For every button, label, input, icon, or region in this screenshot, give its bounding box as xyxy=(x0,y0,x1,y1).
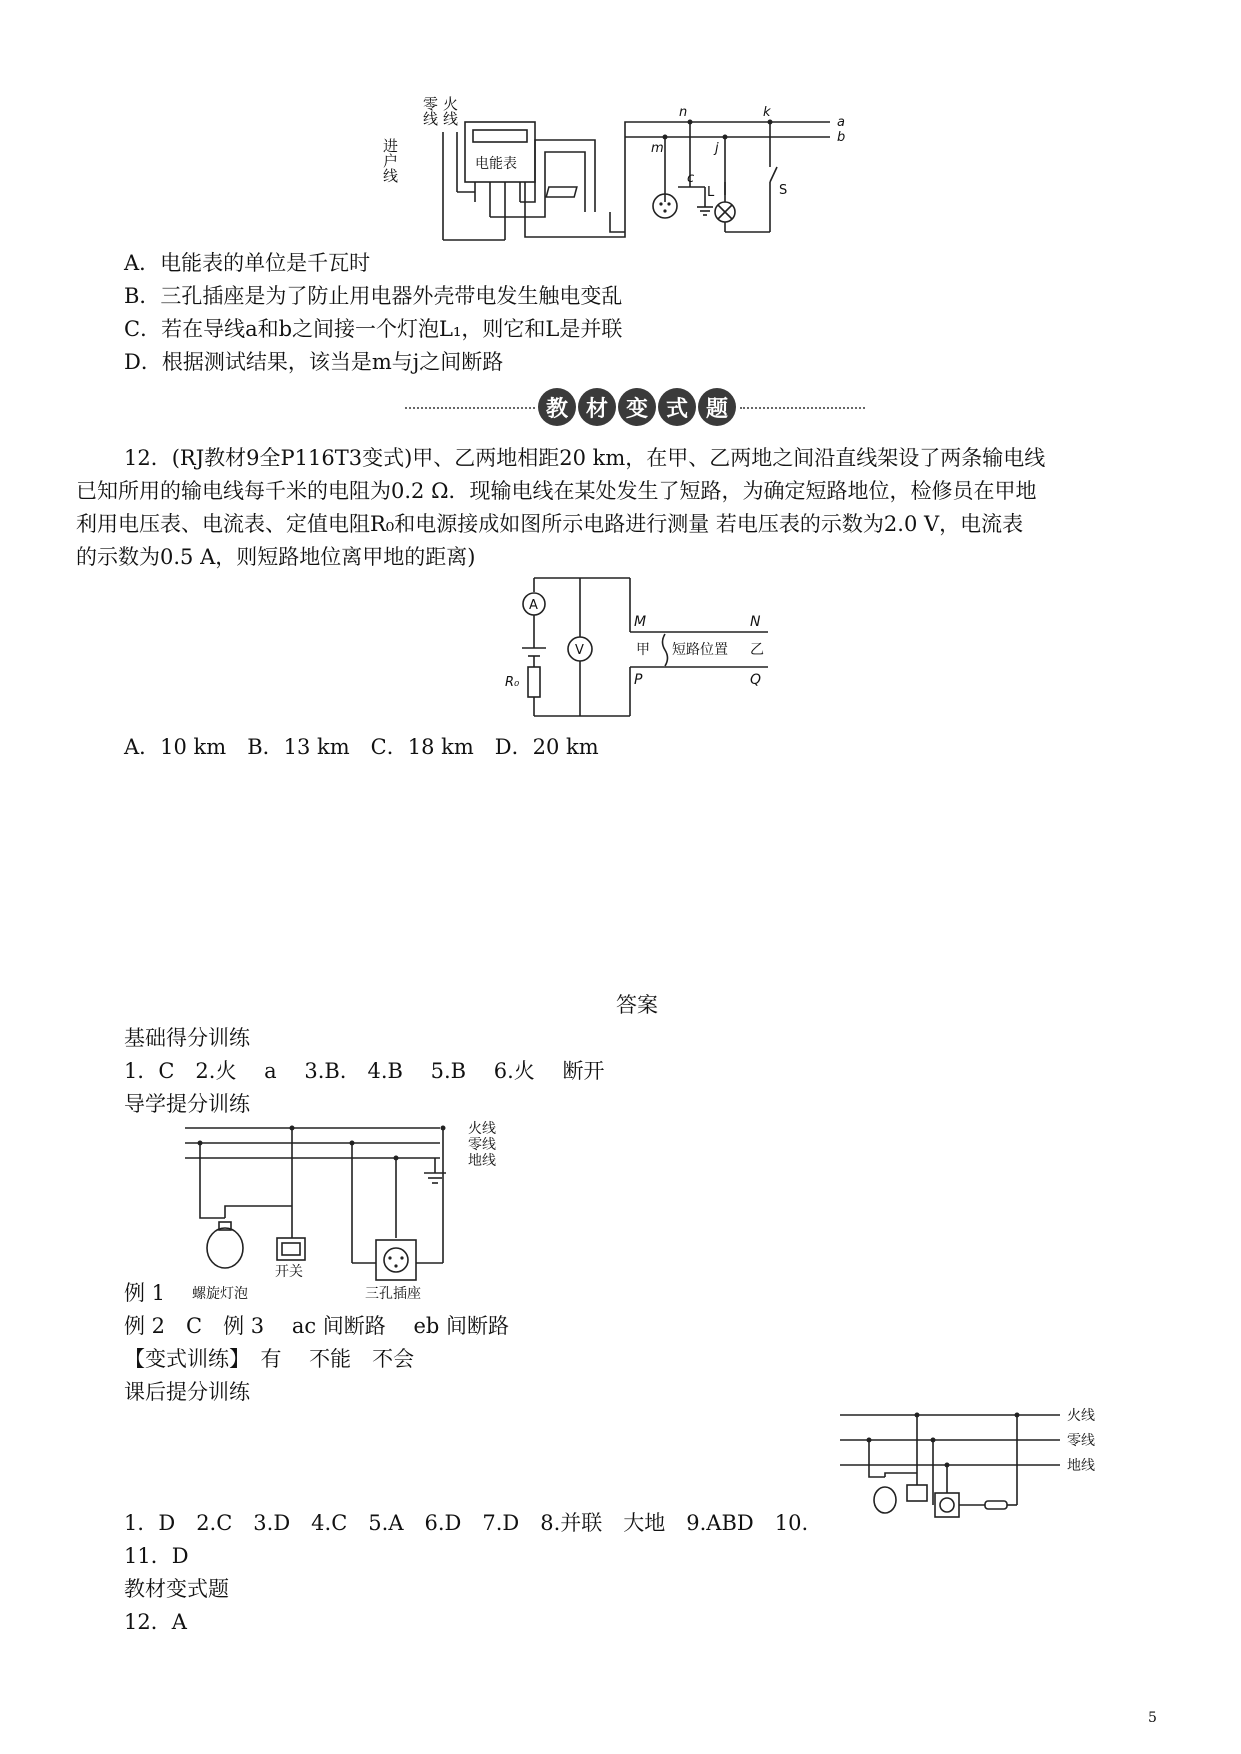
basic-answers: 1．C 2.火 a 3.B. 4.B 5.B 6.火 断开 xyxy=(124,1059,605,1083)
switch-label: S xyxy=(779,183,788,198)
incoming-label: 进户线 xyxy=(381,138,399,183)
banner-dots-right xyxy=(740,407,865,409)
live-label: 火线 xyxy=(441,96,459,126)
page-number: 5 xyxy=(1148,1710,1157,1726)
node-n: n xyxy=(679,105,688,120)
point-M: M xyxy=(634,614,647,630)
meter-label: 电能表 xyxy=(475,156,517,172)
banner-char: 教 xyxy=(538,388,576,426)
banner-dots-left xyxy=(405,407,535,409)
point-Q: Q xyxy=(750,672,762,688)
banner-char: 题 xyxy=(698,388,736,426)
example-1: 例 1 xyxy=(124,1281,166,1305)
example-2-3: 例 2 C 例 3 ac 间断路 eb 间断路 xyxy=(124,1314,509,1338)
jia-label: 甲 xyxy=(636,642,650,658)
neutral-wire-label: 零线 xyxy=(468,1137,496,1153)
point-N: N xyxy=(750,614,761,630)
resistor-label: R₀ xyxy=(505,675,520,690)
node-m: m xyxy=(651,141,664,156)
q11-option-d: D．根据测试结果，该当是m与j之间断路 xyxy=(124,350,504,374)
banner-char: 材 xyxy=(578,388,616,426)
short-position-label: 短路位置 xyxy=(672,642,728,658)
answer-11: 11．D xyxy=(124,1544,189,1568)
node-j: j xyxy=(715,141,719,156)
after-class-wiring-figure xyxy=(835,1405,1105,1520)
after-class-title: 课后提分训练 xyxy=(124,1380,250,1404)
point-P: P xyxy=(634,672,643,688)
node-a: a xyxy=(837,115,845,130)
q12-line-2: 已知所用的输电线每千米的电阻为0.2 Ω．现输电线在某处发生了短路，为确定短路地位，检修员在甲地 xyxy=(76,479,1037,503)
yi-label: 乙 xyxy=(750,642,764,658)
q11-option-a: A．电能表的单位是千瓦时 xyxy=(124,251,371,275)
household-circuit-figure xyxy=(381,82,875,247)
banner-char: 式 xyxy=(658,388,696,426)
q12-line-1: 12．(RJ教材9全P116T3变式)甲、乙两地相距20 km，在甲、乙两地之间沿直线架设了两条输电线 xyxy=(124,446,1046,470)
banner-char: 变 xyxy=(618,388,656,426)
answers-title: 答案 xyxy=(616,993,658,1017)
node-k: k xyxy=(763,105,771,120)
socket-caption: 三孔插座 xyxy=(365,1286,421,1302)
q12-line-4: 的示数为0.5 A，则短路地位离甲地的距离) xyxy=(76,545,476,569)
neutral-label: 零线 xyxy=(421,96,439,126)
answer-12: 12．A xyxy=(124,1610,187,1634)
ground-wire-label-2: 地线 xyxy=(1067,1458,1095,1474)
q11-option-b: B．三孔插座是为了防止用电器外壳带电发生触电变乱 xyxy=(124,284,623,308)
q12-options: A．10 km B．13 km C．18 km D．20 km xyxy=(124,735,599,759)
live-wire-label: 火线 xyxy=(468,1121,496,1137)
guided-training-title: 导学提分训练 xyxy=(124,1092,250,1116)
textbook-variant-title: 教材变式题 xyxy=(124,1577,229,1601)
live-wire-label-2: 火线 xyxy=(1067,1408,1095,1424)
section-banner xyxy=(405,388,865,428)
wiring-answer-figure xyxy=(180,1118,520,1303)
bulb-caption: 螺旋灯泡 xyxy=(192,1286,248,1302)
banner-chars xyxy=(538,388,736,426)
lamp-label: L xyxy=(707,185,715,200)
switch-caption: 开关 xyxy=(275,1264,303,1280)
q12-line-3: 利用电压表、电流表、定值电阻R₀和电源接成如图所示电路进行测量 若电压表的示数为2.0 V，电流表 xyxy=(76,512,1024,536)
node-c: c xyxy=(687,171,695,186)
neutral-wire-label-2: 零线 xyxy=(1067,1433,1095,1449)
short-circuit-figure xyxy=(500,572,780,722)
after-class-answers: 1．D 2.C 3.D 4.C 5.A 6.D 7.D 8.并联 大地 9.ABD 10. xyxy=(124,1511,809,1535)
q11-option-c: C．若在导线a和b之间接一个灯泡L₁，则它和L是并联 xyxy=(124,317,623,341)
basic-training-title: 基础得分训练 xyxy=(124,1026,250,1050)
variant-training: 【变式训练】 有 不能 不会 xyxy=(124,1347,415,1371)
node-b: b xyxy=(837,130,846,145)
ammeter-symbol: A xyxy=(529,598,538,613)
voltmeter-symbol: V xyxy=(575,643,584,658)
ground-wire-label: 地线 xyxy=(468,1153,496,1169)
